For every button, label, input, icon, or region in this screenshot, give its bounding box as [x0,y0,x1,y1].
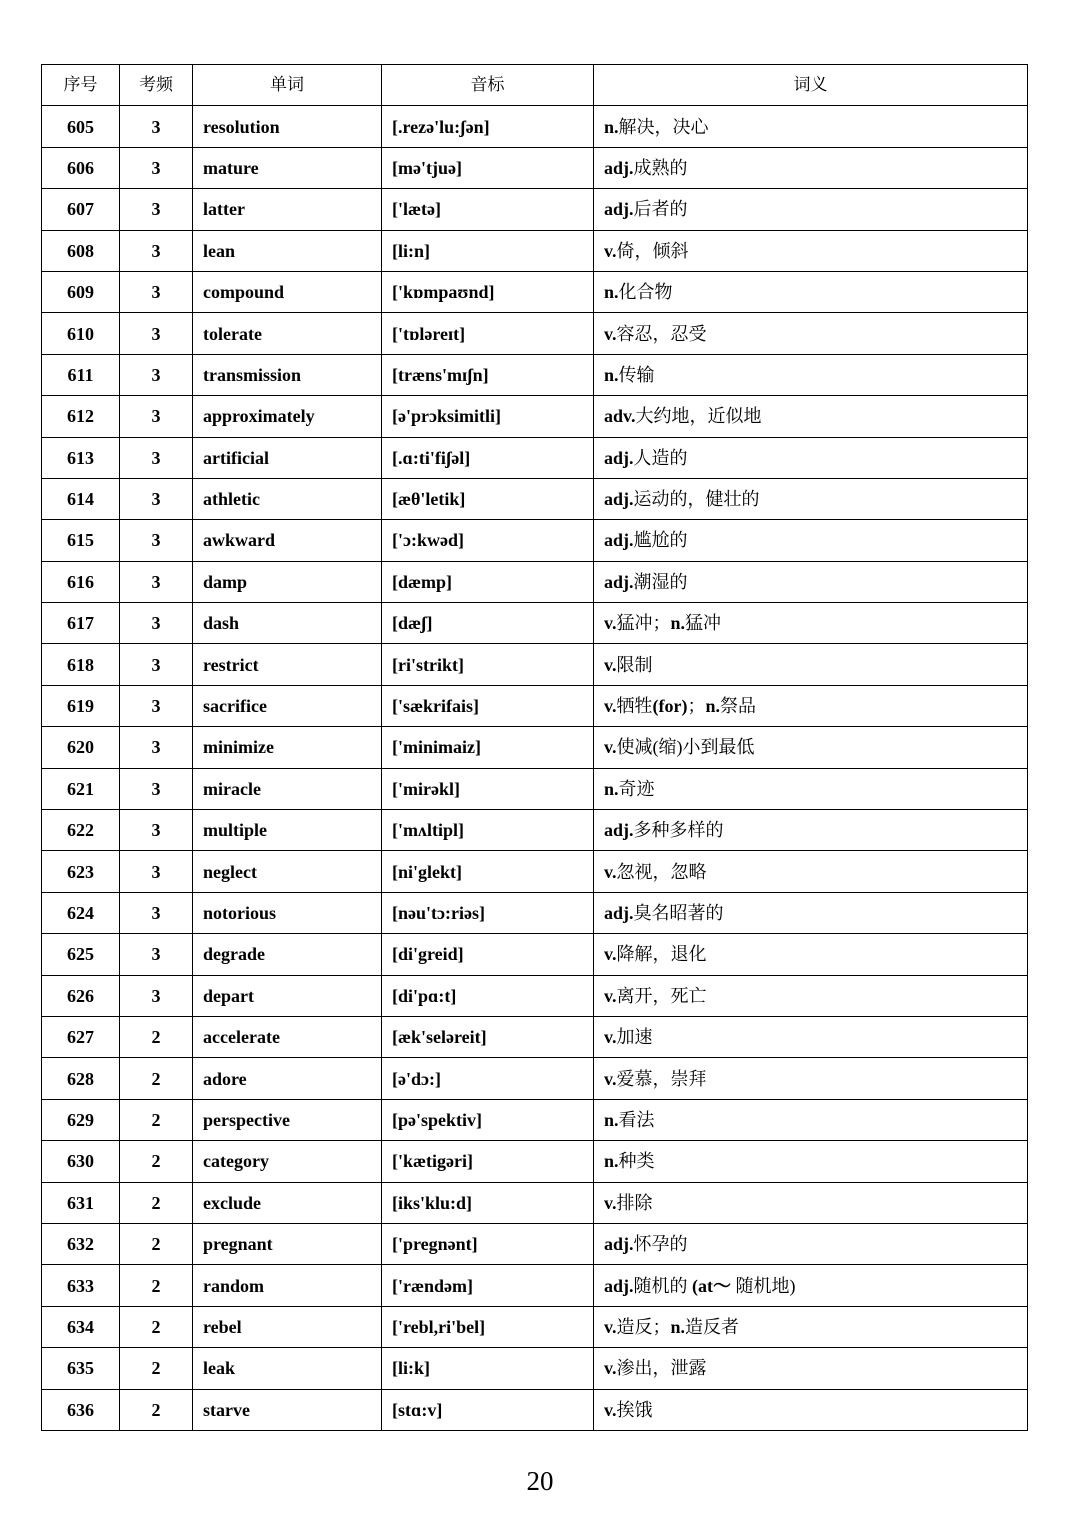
cell-word: notorious [193,892,382,933]
cell-frequency: 3 [120,106,193,147]
cell-meaning: adj.后者的 [594,189,1028,230]
cell-phonetic: ['rebl,ri'bel] [382,1306,594,1347]
cell-phonetic: ['rændəm] [382,1265,594,1306]
cell-frequency: 3 [120,561,193,602]
cell-meaning: v.离开，死亡 [594,975,1028,1016]
cell-meaning: adj.多种多样的 [594,810,1028,851]
cell-index: 626 [42,975,120,1016]
cell-phonetic: [ə'dɔ:] [382,1058,594,1099]
page-number: 20 [526,1466,554,1496]
table-row [42,851,1028,892]
cell-index: 636 [42,1389,120,1430]
cell-index: 634 [42,1306,120,1347]
table-row [42,147,1028,188]
table-row [42,437,1028,478]
cell-word: approximately [193,396,382,437]
cell-phonetic: ['kɒmpaʊnd] [382,271,594,312]
cell-meaning: n.种类 [594,1141,1028,1182]
table-row [42,1223,1028,1264]
cell-word: multiple [193,810,382,851]
vocabulary-table [41,64,1028,1431]
header-frequency: 考频 [120,65,193,106]
cell-word: pregnant [193,1223,382,1264]
table-row [42,1182,1028,1223]
cell-meaning: v.使减(缩)小到最低 [594,727,1028,768]
cell-word: random [193,1265,382,1306]
cell-word: lean [193,230,382,271]
cell-meaning: adj.怀孕的 [594,1223,1028,1264]
cell-meaning: adj.人造的 [594,437,1028,478]
cell-phonetic: [træns'mɪʃn] [382,354,594,395]
cell-meaning: v.渗出，泄露 [594,1348,1028,1389]
cell-word: dash [193,603,382,644]
header-index: 序号 [42,65,120,106]
cell-frequency: 2 [120,1223,193,1264]
table-row [42,396,1028,437]
cell-frequency: 3 [120,478,193,519]
table-row [42,520,1028,561]
cell-phonetic: [ri'strikt] [382,644,594,685]
cell-word: perspective [193,1099,382,1140]
cell-word: leak [193,1348,382,1389]
cell-index: 627 [42,1016,120,1057]
cell-frequency: 2 [120,1058,193,1099]
cell-meaning: v.牺牲(for)；n.祭品 [594,685,1028,726]
cell-meaning: n.看法 [594,1099,1028,1140]
table-row [42,603,1028,644]
table-row [42,934,1028,975]
cell-frequency: 3 [120,768,193,809]
cell-word: mature [193,147,382,188]
cell-frequency: 2 [120,1348,193,1389]
table-row [42,975,1028,1016]
cell-frequency: 3 [120,354,193,395]
cell-word: neglect [193,851,382,892]
table-row [42,313,1028,354]
cell-index: 612 [42,396,120,437]
cell-frequency: 3 [120,934,193,975]
cell-frequency: 2 [120,1141,193,1182]
cell-meaning: adj.运动的，健壮的 [594,478,1028,519]
cell-index: 633 [42,1265,120,1306]
cell-index: 611 [42,354,120,395]
cell-phonetic: ['minimaiz] [382,727,594,768]
cell-word: damp [193,561,382,602]
cell-meaning: v.降解，退化 [594,934,1028,975]
cell-phonetic: ['kætigəri] [382,1141,594,1182]
cell-phonetic: [dæmp] [382,561,594,602]
cell-meaning: adv.大约地，近似地 [594,396,1028,437]
cell-frequency: 3 [120,810,193,851]
cell-meaning: n.解决，决心 [594,106,1028,147]
cell-meaning: v.挨饿 [594,1389,1028,1430]
cell-meaning: v.爱慕，崇拜 [594,1058,1028,1099]
cell-index: 614 [42,478,120,519]
cell-meaning: n.化合物 [594,271,1028,312]
cell-phonetic: [stɑ:v] [382,1389,594,1430]
cell-meaning: v.猛冲；n.猛冲 [594,603,1028,644]
cell-index: 630 [42,1141,120,1182]
table-row [42,1016,1028,1057]
table-header-row [42,65,1028,106]
cell-frequency: 3 [120,520,193,561]
cell-meaning: v.忽视，忽略 [594,851,1028,892]
cell-word: category [193,1141,382,1182]
cell-index: 615 [42,520,120,561]
cell-frequency: 2 [120,1306,193,1347]
cell-frequency: 3 [120,313,193,354]
cell-index: 609 [42,271,120,312]
cell-frequency: 2 [120,1099,193,1140]
table-row [42,1348,1028,1389]
cell-frequency: 2 [120,1265,193,1306]
cell-word: degrade [193,934,382,975]
cell-frequency: 3 [120,603,193,644]
cell-index: 619 [42,685,120,726]
cell-word: miracle [193,768,382,809]
cell-frequency: 3 [120,189,193,230]
cell-word: starve [193,1389,382,1430]
table-row [42,1058,1028,1099]
cell-phonetic: ['lætə] [382,189,594,230]
cell-word: exclude [193,1182,382,1223]
cell-index: 621 [42,768,120,809]
cell-index: 622 [42,810,120,851]
cell-frequency: 2 [120,1389,193,1430]
table-row [42,478,1028,519]
cell-frequency: 3 [120,271,193,312]
cell-index: 620 [42,727,120,768]
cell-meaning: adj.潮湿的 [594,561,1028,602]
table-row [42,1141,1028,1182]
table-row [42,230,1028,271]
cell-index: 625 [42,934,120,975]
cell-word: athletic [193,478,382,519]
cell-word: compound [193,271,382,312]
cell-word: depart [193,975,382,1016]
cell-frequency: 3 [120,975,193,1016]
cell-frequency: 3 [120,851,193,892]
table-row [42,768,1028,809]
cell-phonetic: [æθ'letik] [382,478,594,519]
cell-index: 632 [42,1223,120,1264]
cell-frequency: 2 [120,1182,193,1223]
cell-word: sacrifice [193,685,382,726]
table-row [42,189,1028,230]
table-row [42,727,1028,768]
cell-meaning: adj.尴尬的 [594,520,1028,561]
cell-index: 635 [42,1348,120,1389]
cell-meaning: adj.臭名昭著的 [594,892,1028,933]
cell-index: 631 [42,1182,120,1223]
cell-meaning: n.奇迹 [594,768,1028,809]
cell-word: transmission [193,354,382,395]
cell-frequency: 3 [120,230,193,271]
cell-phonetic: [.rezə'lu:ʃən] [382,106,594,147]
cell-phonetic: [.ɑ:ti'fiʃəl] [382,437,594,478]
cell-meaning: v.造反；n.造反者 [594,1306,1028,1347]
cell-meaning: v.加速 [594,1016,1028,1057]
cell-word: minimize [193,727,382,768]
cell-frequency: 2 [120,1016,193,1057]
cell-phonetic: ['mʌltipl] [382,810,594,851]
cell-index: 606 [42,147,120,188]
cell-index: 605 [42,106,120,147]
header-phonetic: 音标 [382,65,594,106]
cell-phonetic: [di'greid] [382,934,594,975]
cell-word: adore [193,1058,382,1099]
table-row [42,106,1028,147]
cell-word: awkward [193,520,382,561]
cell-frequency: 3 [120,147,193,188]
cell-meaning: v.限制 [594,644,1028,685]
cell-meaning: n.传输 [594,354,1028,395]
table-row [42,810,1028,851]
table-row [42,1306,1028,1347]
table-row [42,561,1028,602]
cell-meaning: adj.随机的 (at～ 随机地) [594,1265,1028,1306]
header-meaning: 词义 [594,65,1028,106]
cell-phonetic: [ni'glekt] [382,851,594,892]
cell-index: 628 [42,1058,120,1099]
cell-meaning: adj.成熟的 [594,147,1028,188]
cell-phonetic: [di'pɑ:t] [382,975,594,1016]
cell-frequency: 3 [120,685,193,726]
table-row [42,892,1028,933]
cell-index: 616 [42,561,120,602]
cell-index: 613 [42,437,120,478]
cell-phonetic: ['mirəkl] [382,768,594,809]
cell-index: 617 [42,603,120,644]
cell-phonetic: [æk'seləreit] [382,1016,594,1057]
cell-index: 629 [42,1099,120,1140]
cell-word: artificial [193,437,382,478]
cell-index: 624 [42,892,120,933]
cell-phonetic: ['tɒləreɪt] [382,313,594,354]
cell-phonetic: [pə'spektiv] [382,1099,594,1140]
cell-phonetic: [dæʃ] [382,603,594,644]
cell-index: 623 [42,851,120,892]
cell-word: latter [193,189,382,230]
cell-phonetic: ['pregnənt] [382,1223,594,1264]
cell-frequency: 3 [120,892,193,933]
cell-phonetic: [nəu'tɔ:riəs] [382,892,594,933]
table-row [42,271,1028,312]
cell-index: 618 [42,644,120,685]
cell-word: resolution [193,106,382,147]
table-row [42,1389,1028,1430]
cell-meaning: v.排除 [594,1182,1028,1223]
cell-word: tolerate [193,313,382,354]
cell-meaning: v.倚，倾斜 [594,230,1028,271]
header-word: 单词 [193,65,382,106]
cell-meaning: v.容忍，忍受 [594,313,1028,354]
table-row [42,354,1028,395]
cell-word: restrict [193,644,382,685]
cell-word: rebel [193,1306,382,1347]
cell-phonetic: [ə'prɔksimitli] [382,396,594,437]
cell-phonetic: ['sækrifais] [382,685,594,726]
table-row [42,685,1028,726]
cell-index: 610 [42,313,120,354]
cell-frequency: 3 [120,727,193,768]
cell-frequency: 3 [120,437,193,478]
cell-index: 608 [42,230,120,271]
cell-phonetic: [li:k] [382,1348,594,1389]
table-row [42,1265,1028,1306]
cell-word: accelerate [193,1016,382,1057]
cell-phonetic: [mə'tjuə] [382,147,594,188]
cell-index: 607 [42,189,120,230]
cell-phonetic: [iks'klu:d] [382,1182,594,1223]
cell-phonetic: ['ɔ:kwəd] [382,520,594,561]
table-body [42,106,1028,1431]
table-row [42,1099,1028,1140]
table-row [42,644,1028,685]
cell-frequency: 3 [120,396,193,437]
cell-frequency: 3 [120,644,193,685]
cell-phonetic: [li:n] [382,230,594,271]
